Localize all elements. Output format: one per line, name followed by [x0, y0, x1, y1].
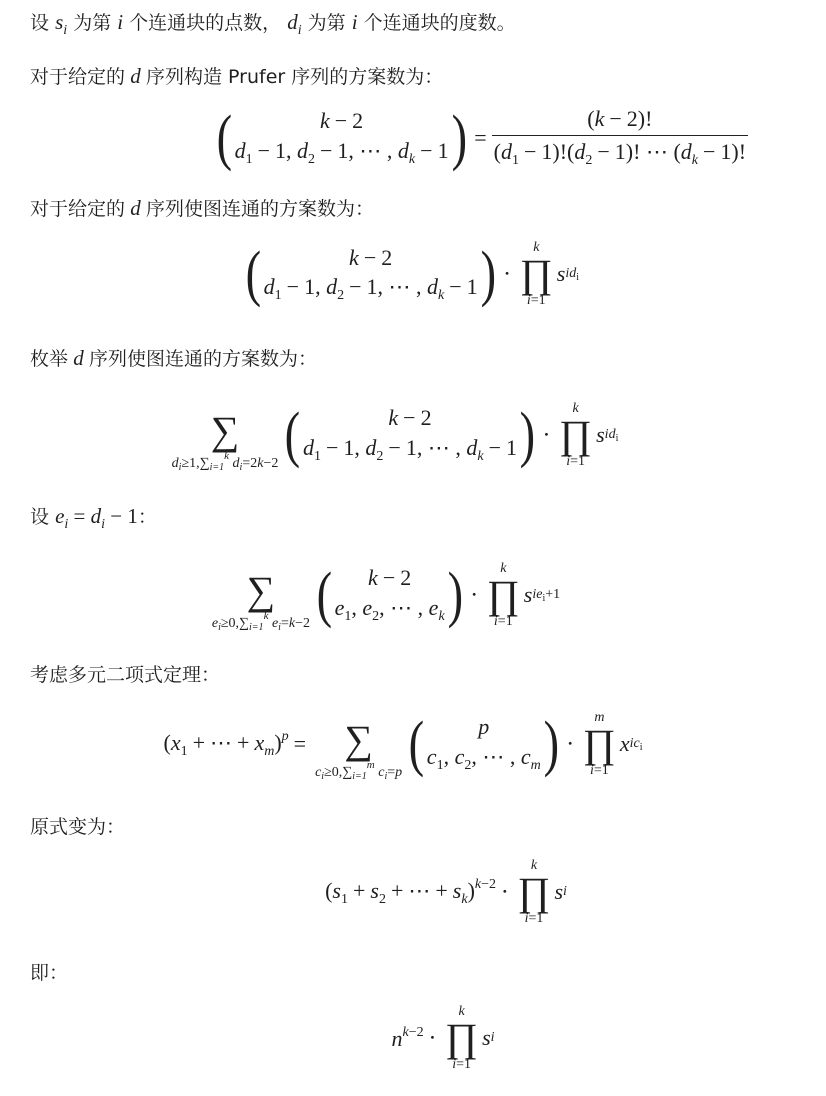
text-line-8: 即： [30, 962, 69, 984]
equation-multinomial: ( k − 2 $d_1 - 1$, $d_2 - 1$, ⋯ , $d_k - 1$ ) = $\frac{(k - 2)!}{(d_1 - 1)!(d_2 - 1)! \cdots (d_k - 1)!}$ [216, 103, 747, 172]
equation-multinomial-theorem: ($x_1$ + ⋯ + $x_m)^p$ = ∑ $c_i\ge 0,\sum_{i=1}^m$ $c_i=p$ ( p $c_1$, $c_2$, ⋯ , $c_m$ ) ⋅ m ∏ i=1 x i $c_i$ [163, 709, 643, 783]
equation-result-expanded: ($s_1 + s_2$ + ⋯ + $s_k)^{k-2}$ ⋅ k ∏ i=1 s i [325, 858, 567, 927]
text-line-6: 考虑多元二项式定理： [30, 664, 221, 686]
equation-final: $n^{k-2}$ ⋅ k ∏ i=1 s i [391, 1004, 495, 1073]
text-line-7: 原式变为： [30, 816, 126, 838]
equation-enumerate: ∑ $d_i\ge 1,\sum_{i=1}^k$ $d_i=2k-2$ ( k − 2 $d_1 - 1$, $d_2 - 1$, ⋯ , $d_k - 1$ ) ⋅ k ∏ i=1 s i $d_i$ [171, 400, 619, 474]
equation-connected: ( k − 2 $d_1 - 1$, $d_2 - 1$, ⋯ , $d_k - 1$ ) ⋅ k ∏ i=1 s i $d_i$ [245, 240, 579, 309]
equation-substitute: ∑ $e_i\ge 0,\sum_{i=1}^k$ $e_i=k-2$ ( k − 2 $e_1$, $e_2$, ⋯ , $e_k$ ) ⋅ k ∏ i=1 s i $e_i+1$ [211, 560, 561, 634]
text-line-5: 设 $e_i = d_i - 1$： [30, 504, 157, 532]
text-line-3: 对于给定的 d 序列使图连通的方案数为： [30, 196, 375, 220]
text-line-2: 对于给定的 d 序列构造 Prufer 序列的方案数为： [30, 64, 444, 88]
text-line-4: 枚举 d 序列使图连通的方案数为： [30, 346, 318, 370]
text-line-1: 设 $s_i$ 为第 i 个连通块的点数， $d_i$ 为第 i 个连通块的度数。 [30, 10, 516, 38]
